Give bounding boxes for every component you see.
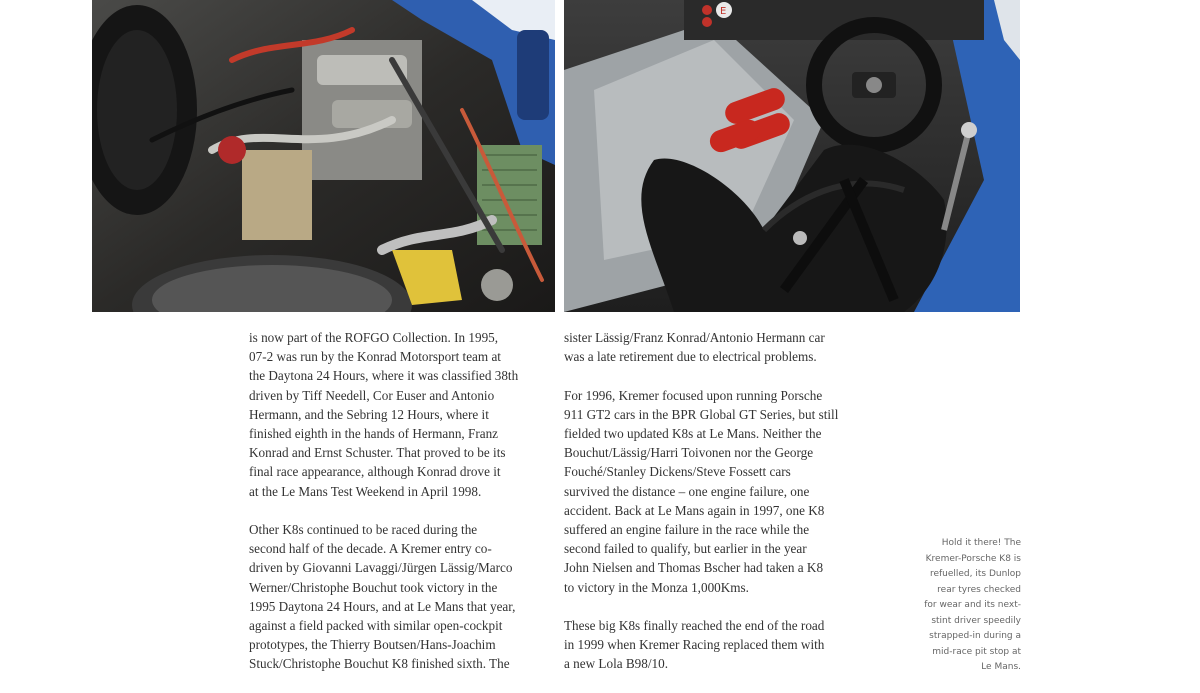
- article-column-1: [249, 328, 549, 693]
- paragraph: For 1996, Kremer focused upon running Porsche 911 GT2 cars in the BPR Global GT Series, but still fielded two updated K8s at Le Mans. Neither the Bouchut/Lässig/Harri Toivonen nor the George Fouché/Stanley Dickens/Steve Fossett cars survived the distance – one engine failure, one accident. Back at Le Mans again in 1997, one K8 suffered an engine failure in the race while the second failed to qualify, but earlier in the year John Nielsen and Thomas Bscher had taken a K8 to victory in the Monza 1,000Kms.: [564, 387, 839, 595]
- paragraph: Other K8s continued to be raced during the second half of the decade. A Kremer entry co- driven by Giovanni Lavaggi/Jürgen Lässig/Marco Werner/Christophe Bouchut took victory in the 1995 Daytona 24 Hours, and at Le Mans that year, against a field packed with similar open-cockpit prototypes, the Thierry Boutsen/Hans-Joachim Stuck/Christophe Bouchut K8 finished sixth. The: [249, 522, 516, 672]
- cockpit-photo: [564, 0, 1020, 312]
- photo-caption: Hold it there! The Kremer-Porsche K8 is refuelled, its Dunlop rear tyres checked for wear and its next- stint driver speedily strapped-in during a mid-race pit stop at Le Mans.: [924, 538, 1021, 672]
- kill-switch-label: E: [720, 6, 727, 17]
- engine-bay-photo: [92, 0, 555, 312]
- cockpit-illustration: [564, 0, 1020, 312]
- engine-bay-illustration: [92, 0, 555, 312]
- paragraph: These big K8s finally reached the end of the road in 1999 when Kremer Racing replaced them with a new Lola B98/10.: [564, 618, 825, 672]
- paragraph: sister Lässig/Franz Konrad/Antonio Hermann car was a late retirement due to electrical problems.: [564, 330, 825, 365]
- paragraph: is now part of the ROFGO Collection. In 1995, 07-2 was run by the Konrad Motorsport team at the Daytona 24 Hours, where it was classified 38th driven by Tiff Needell, Cor Euser and Antonio Hermann, and the Sebring 12 Hours, where it finished eighth in the hands of Hermann, Franz Konrad and Ernst Schuster. That proved to be its final race appearance, although Konrad drove it at the Le Mans Test Weekend in April 1998.: [249, 330, 519, 499]
- article-column-2: [564, 328, 864, 693]
